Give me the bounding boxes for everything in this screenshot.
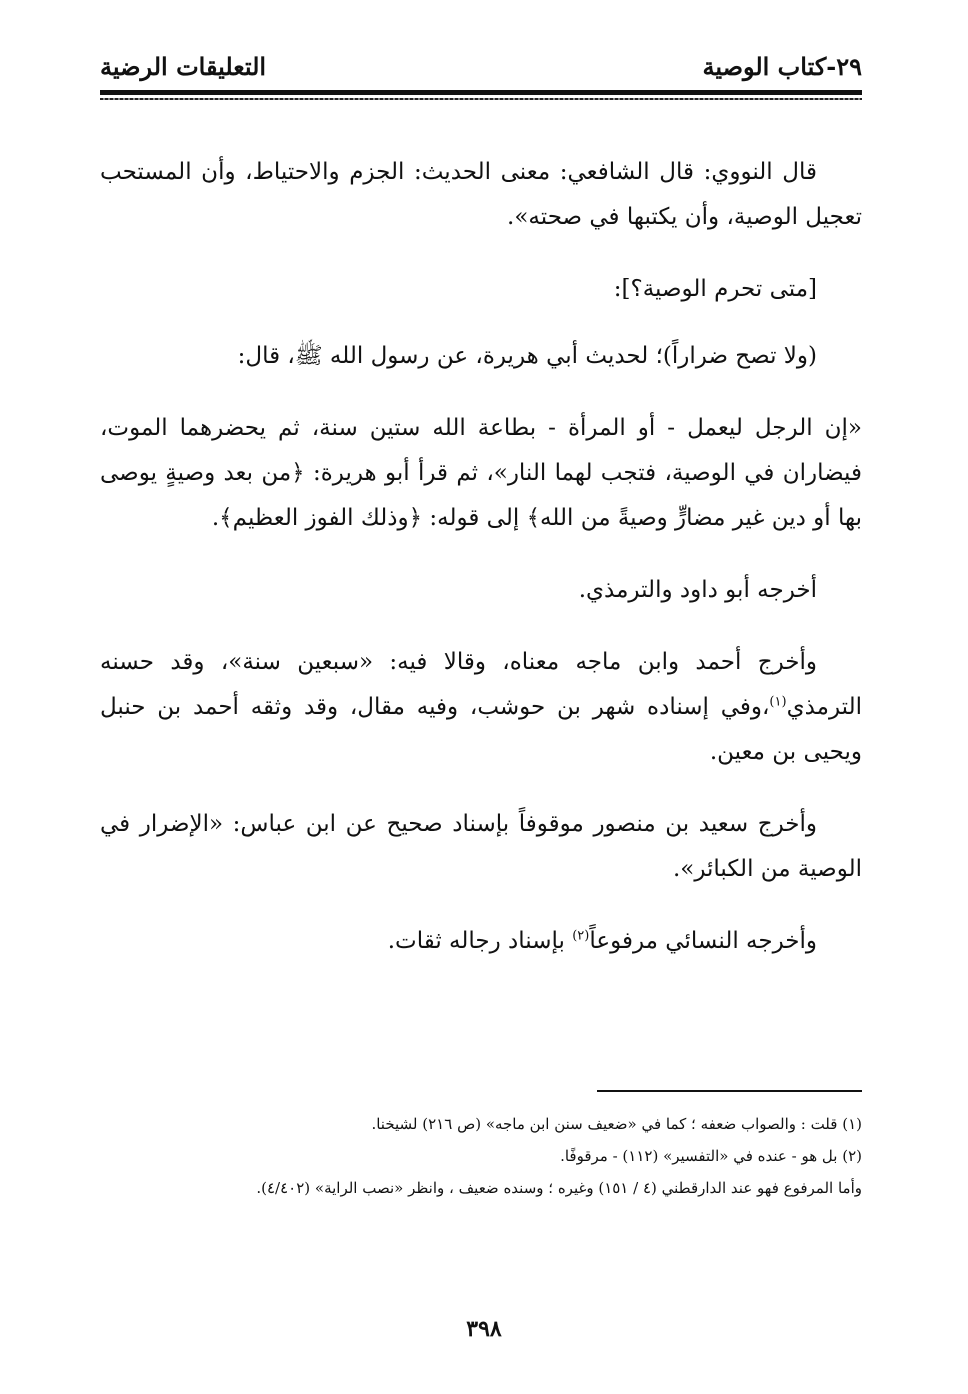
- paragraph-rule: (ولا تصح ضراراً)؛ لحديث أبي هريرة، عن رسول الله ﷺ، قال:: [237, 343, 817, 369]
- paragraph-nasai-text-2: بإسناد رجاله ثقات.: [387, 928, 573, 954]
- paragraph-ahmad-text-2: ،وفي إسناده شهر بن حوشب، وفيه مقال، وقد وثقه أحمد بن حنبل ويحيى بن معين.: [100, 694, 862, 765]
- footnote-ref-2[interactable]: (٢): [572, 928, 590, 944]
- paragraph-ahmad: [100, 640, 862, 775]
- footnote-2-continued: وأما المرفوع فهو عند الدارقطني (٤ / ١٥١) وغيره ؛ وسنده ضعيف ، وانظر «نصب الراية» (٤/٤٠٢).: [256, 1179, 862, 1197]
- paragraph-nasai-text-1: وأخرجه النسائي مرفوعاً: [589, 928, 817, 954]
- running-header: [100, 52, 862, 92]
- book-title: التعليقات الرضية: [100, 52, 267, 81]
- paragraph-said: وأخرج سعيد بن منصور موقوفاً بإسناد صحيح عن ابن عباس: «الإضرار في الوصية من الكبائر».: [100, 811, 862, 882]
- header-rule-secondary: [100, 98, 862, 100]
- header-rule: [100, 90, 862, 95]
- paragraph-ahmad-text-1: وأخرج أحمد وابن ماجه معناه، وقالا فيه: «سبعين سنة»، وقد حسنه الترمذي: [100, 649, 862, 720]
- section-heading: [متى تحرم الوصية؟]:: [613, 276, 817, 302]
- page-number: ٣٩٨: [466, 1316, 502, 1342]
- paragraph-nasai: [100, 919, 862, 964]
- footnote-1: (١) قلت : والصواب ضعفه ؛ كما في «ضعيف سنن ابن ماجه» (ص ٢١٦) لشيخنا.: [371, 1115, 862, 1133]
- footnotes: [100, 1108, 862, 1204]
- footnote-separator: [597, 1090, 862, 1092]
- footnote-2: (٢) بل هو - عنده في «التفسير» (١١٢) - مرقوفًا.: [560, 1147, 862, 1165]
- chapter-title: ٢٩-كتاب الوصية: [702, 52, 862, 81]
- paragraph-hadith: «إن الرجل ليعمل - أو المرأة - بطاعة الله ستين سنة، ثم يحضرهما الموت، فيضاران في الوصية، فتجب لهما النار»، ثم قرأ أبو هريرة: ﴿من بعد وصيةٍ يوصى بها أو دين غير مضارٍّ وصيةً من الله﴾ إلى قوله: ﴿وذلك الفوز العظيم﴾.: [100, 415, 862, 531]
- footnote-ref-1[interactable]: (١): [769, 694, 787, 710]
- paragraph-nawawi: قال النووي: قال الشافعي: معنى الحديث: الجزم والاحتياط، وأن المستحب تعجيل الوصية، وأن يكتبها في صحته».: [100, 159, 862, 230]
- paragraph-takhrij: أخرجه أبو داود والترمذي.: [578, 577, 817, 603]
- main-text: [100, 150, 862, 991]
